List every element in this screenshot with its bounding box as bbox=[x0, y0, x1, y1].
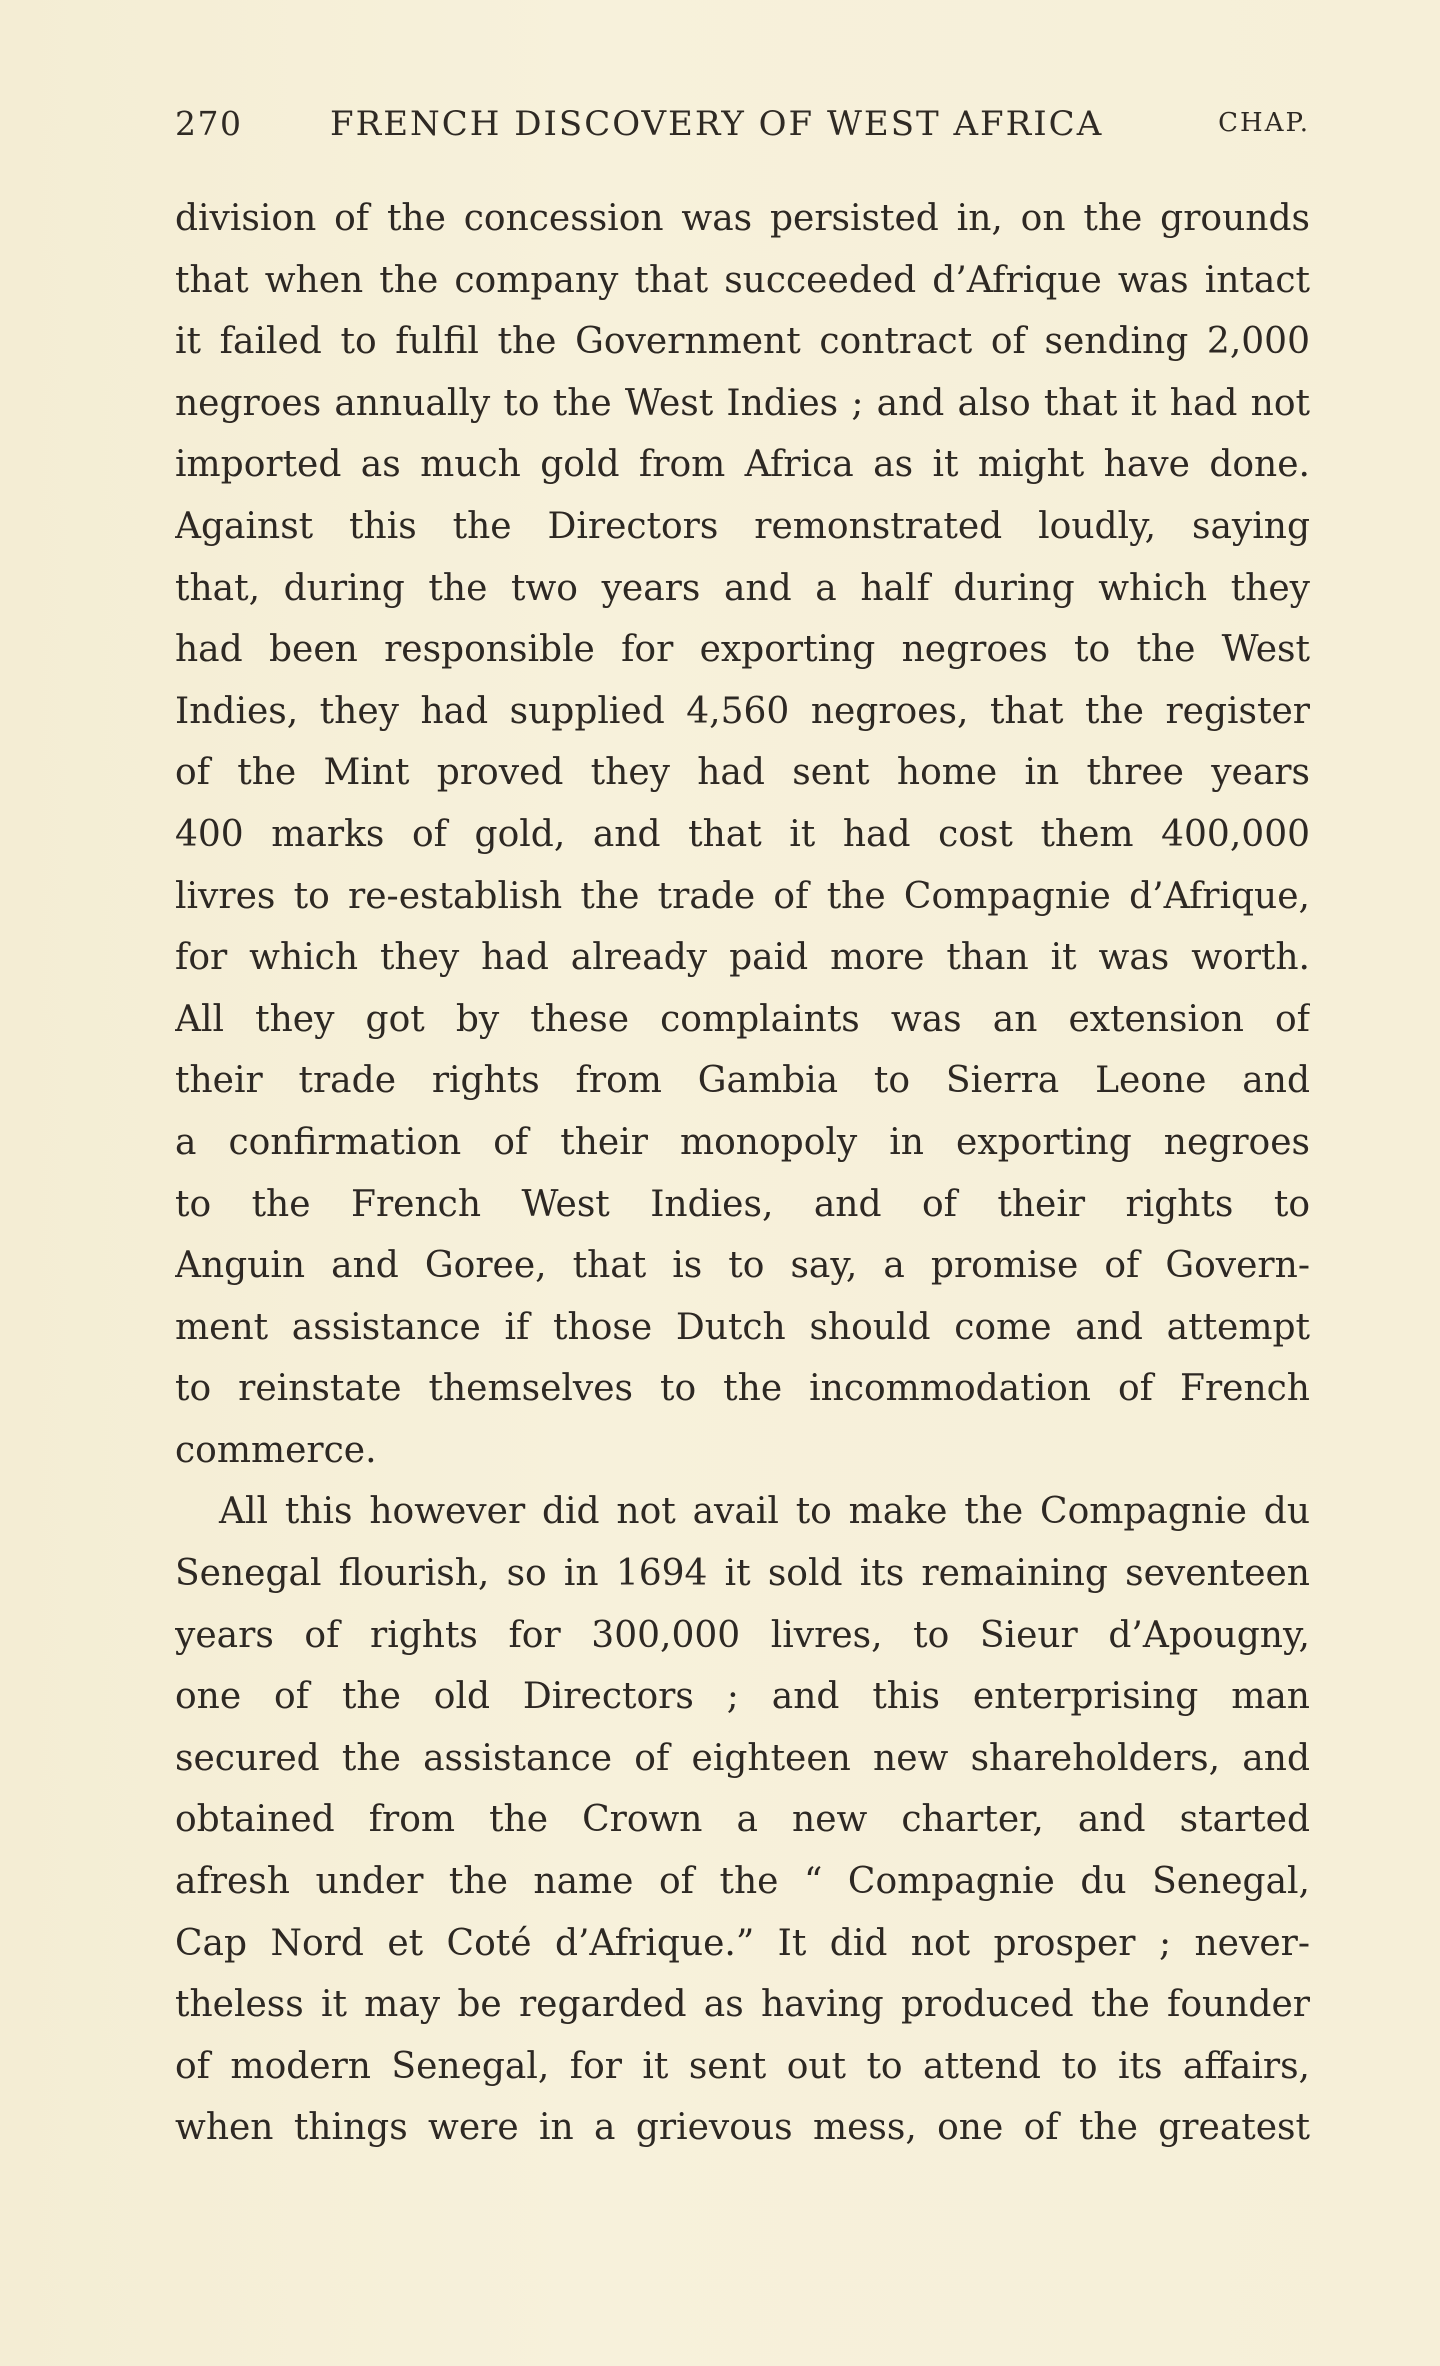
text-line: livres to re-establish the trade of the Compagnie d’Afrique, bbox=[175, 875, 1310, 917]
text-line: of modern Senegal, for it sent out to attend to its affairs, bbox=[175, 2045, 1310, 2087]
text-line: when things were in a grievous mess, one of the greatest bbox=[175, 2107, 1310, 2149]
text-line: division of the concession was persisted in, on the grounds bbox=[175, 198, 1310, 239]
text-line: All this however did not avail to make the Compagnie du bbox=[219, 1491, 1310, 1533]
text-line: that, during the two years and a half during which they bbox=[175, 567, 1310, 609]
text-line: that when the company that succeeded d’Afrique was intact bbox=[175, 259, 1310, 301]
text-line: Cap Nord et Coté d’Afrique.” It did not prosper ; never- bbox=[175, 1922, 1310, 1964]
page-number: 270 bbox=[175, 104, 243, 143]
text-line: Senegal flourish, so in 1694 it sold its remaining seventeen bbox=[175, 1553, 1310, 1595]
text-line: 400 marks of gold, and that it had cost them 400,000 bbox=[175, 813, 1310, 855]
text-line: negroes annually to the West Indies ; and also that it had not bbox=[175, 382, 1310, 424]
text-line: ment assistance if those Dutch should come and attempt bbox=[175, 1306, 1310, 1348]
text-line: it failed to fulfil the Government contract of sending 2,000 bbox=[175, 321, 1310, 363]
text-line: commerce. bbox=[175, 1429, 377, 1471]
text-line: Against this the Directors remonstrated loudly, saying bbox=[175, 505, 1310, 547]
text-line: to reinstate themselves to the incommodation of French bbox=[175, 1368, 1310, 1410]
text-line: of the Mint proved they had sent home in three years bbox=[175, 752, 1310, 794]
text-line: imported as much gold from Africa as it might have done. bbox=[175, 444, 1310, 486]
text-line: for which they had already paid more than it was worth. bbox=[175, 937, 1310, 979]
text-line: to the French West Indies, and of their rights to bbox=[175, 1183, 1310, 1225]
text-line: All they got by these complaints was an extension of bbox=[175, 998, 1310, 1040]
body-text bbox=[175, 188, 1310, 2159]
text-line: years of rights for 300,000 livres, to Sieur d’Apougny, bbox=[175, 1614, 1310, 1656]
text-line: had been responsible for exporting negroes to the West bbox=[175, 629, 1310, 671]
text-line: one of the old Directors ; and this enterprising man bbox=[175, 1676, 1310, 1718]
chapter-label: CHAP. bbox=[1218, 108, 1310, 138]
text-line: Anguin and Goree, that is to say, a promise of Govern- bbox=[175, 1245, 1310, 1287]
page-header bbox=[175, 104, 1310, 150]
text-line: obtained from the Crown a new charter, and started bbox=[175, 1799, 1310, 1841]
running-head: FRENCH DISCOVERY OF WEST AFRICA bbox=[330, 104, 1104, 144]
text-line: Indies, they had supplied 4,560 negroes, that the register bbox=[175, 690, 1310, 732]
text-line: their trade rights from Gambia to Sierra Leone and bbox=[175, 1060, 1310, 1102]
text-line: a confirmation of their monopoly in exporting negroes bbox=[175, 1121, 1310, 1163]
text-line: theless it may be regarded as having produced the founder bbox=[175, 1984, 1310, 2026]
text-line: secured the assistance of eighteen new shareholders, and bbox=[175, 1737, 1310, 1779]
text-line: afresh under the name of the “ Compagnie du Senegal, bbox=[175, 1861, 1310, 1903]
